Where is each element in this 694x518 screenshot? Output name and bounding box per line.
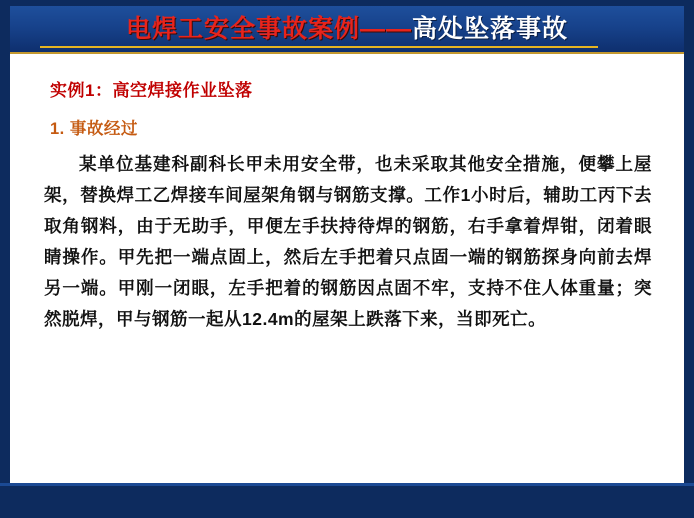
slide-title-rest: 高处坠落事故 (412, 15, 569, 43)
slide-title-underline (40, 46, 598, 48)
slide-content (10, 56, 684, 482)
slide-title-band (10, 6, 684, 54)
frame-left-border (0, 0, 10, 518)
frame-bottom-border (0, 486, 694, 518)
slide-title-highlight: 电焊工安全事故案例—— (125, 15, 412, 43)
accident-description-text: 某单位基建科副科长甲未用安全带，也未采取其他安全措施，便攀上屋架，替换焊工乙焊接车间屋架角钢与钢筋支撑。工作1小时后，辅助工丙下去取角钢料，由于无助手，甲便左手扶持待焊的钢筋，右手拿着焊钳，闭着眼睛操作。甲先把一端点固上，然后左手把着只点固一端的钢筋探身向前去焊另一端。甲刚一闭眼，左手把着的钢筋因点固不牢，支持不住人体重量；突然脱焊，甲与钢筋一起从12.4m的屋架上跌落下来，当即死亡。 (44, 154, 652, 329)
example-heading: 实例1：高空焊接作业坠落 (50, 81, 253, 100)
frame-right-border (684, 0, 694, 518)
section-heading: 1. 事故经过 (50, 120, 138, 138)
